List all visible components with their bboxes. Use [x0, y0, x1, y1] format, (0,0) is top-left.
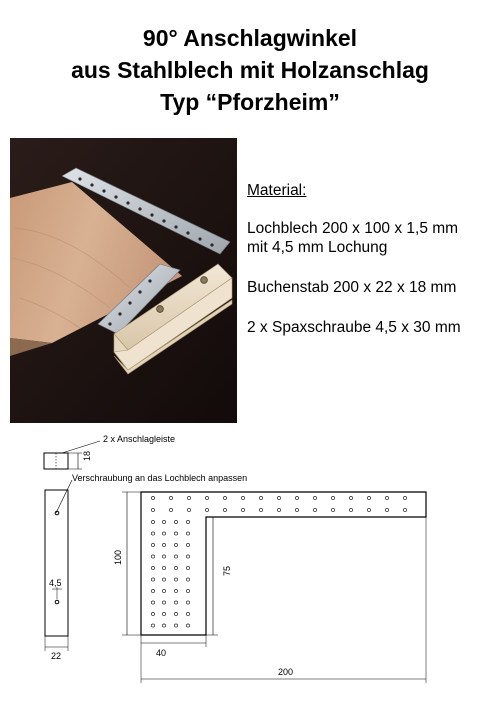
sheet-hole — [151, 532, 154, 535]
dim-4-5-label: 4,5 — [49, 578, 62, 588]
sheet-hole — [151, 543, 154, 546]
sheet-hole — [259, 508, 262, 511]
sheet-hole — [186, 555, 189, 558]
sheet-hole — [162, 601, 165, 604]
screw-2 — [201, 277, 208, 284]
sheet-hole — [162, 543, 165, 546]
sheet-hole — [295, 508, 298, 511]
sheet-hole — [205, 508, 208, 511]
dim-18-label: 18 — [82, 450, 92, 461]
screw-hole-2 — [55, 600, 59, 604]
sheet-hole — [241, 508, 244, 511]
note-screws: Verschraubung an das Lochblech anpassen — [72, 473, 248, 483]
sheet-hole — [162, 624, 165, 627]
sheet-hole — [186, 578, 189, 581]
title-line-3: Typ “Pforzheim” — [160, 89, 340, 115]
sheet-hole — [241, 496, 244, 499]
dim-22-label: 22 — [51, 651, 62, 661]
sheet-hole — [151, 520, 154, 523]
sheet-hole — [162, 578, 165, 581]
sheet-hole — [174, 520, 177, 523]
sheet-hole — [151, 578, 154, 581]
technical-drawing — [0, 425, 500, 707]
perforated-sheet-outline — [141, 492, 426, 635]
material-sheet: Lochblech 200 x 100 x 1,5 mm — [247, 220, 459, 237]
sheet-hole — [259, 496, 262, 499]
sheet-hole — [151, 566, 154, 569]
sheet-hole — [151, 555, 154, 558]
sheet-hole — [151, 589, 154, 592]
title-line-2: aus Stahlblech mit Holzanschlag — [71, 57, 429, 83]
leader-strips — [62, 441, 100, 453]
sheet-hole — [186, 589, 189, 592]
sheet-hole — [385, 508, 388, 511]
sheet-hole — [151, 612, 154, 615]
sheet-hole — [367, 496, 370, 499]
sheet-hole — [151, 624, 154, 627]
material-heading: Material: — [247, 182, 307, 199]
sheet-hole — [174, 532, 177, 535]
sheet-hole — [186, 601, 189, 604]
sheet-hole — [277, 496, 280, 499]
sheet-hole — [169, 508, 172, 511]
sheet-hole — [277, 508, 280, 511]
sheet-hole — [162, 566, 165, 569]
sheet-hole — [174, 589, 177, 592]
sheet-hole — [174, 578, 177, 581]
dim-200-label: 200 — [278, 667, 294, 677]
sheet-hole — [174, 543, 177, 546]
sheet-hole — [162, 555, 165, 558]
sheet-hole — [162, 520, 165, 523]
dim-75-label: 75 — [222, 565, 232, 576]
material-screws: 2 x Spaxschraube 4,5 x 30 mm — [247, 319, 461, 336]
sheet-hole — [331, 496, 334, 499]
title-line-1: 90° Anschlagwinkel — [142, 25, 358, 51]
sheet-hole — [174, 555, 177, 558]
sheet-hole — [349, 496, 352, 499]
note-strips: 2 x Anschlagleiste — [103, 434, 176, 444]
sheet-hole — [349, 508, 352, 511]
sheet-hole — [151, 496, 154, 499]
material-sheet-holes: mit 4,5 mm Lochung — [247, 239, 388, 256]
sheet-hole — [162, 589, 165, 592]
sheet-hole — [186, 532, 189, 535]
sheet-hole — [367, 508, 370, 511]
sheet-hole — [313, 496, 316, 499]
strip-cross-section — [44, 453, 68, 469]
sheet-hole — [169, 496, 172, 499]
sheet-hole — [385, 496, 388, 499]
screw-hole-1 — [55, 511, 59, 515]
sheet-hole — [162, 612, 165, 615]
sheet-hole — [174, 624, 177, 627]
sheet-hole — [151, 601, 154, 604]
product-photo — [10, 138, 237, 423]
sheet-hole — [313, 508, 316, 511]
sheet-hole — [331, 508, 334, 511]
sheet-hole — [186, 612, 189, 615]
sheet-hole — [187, 496, 190, 499]
dim-100-label: 100 — [113, 549, 123, 565]
sheet-hole — [187, 508, 190, 511]
sheet-hole — [174, 612, 177, 615]
sheet-hole — [186, 624, 189, 627]
screw-1 — [157, 306, 164, 313]
sheet-hole — [186, 543, 189, 546]
sheet-hole — [223, 508, 226, 511]
sheet-hole — [186, 566, 189, 569]
material-beech-rod: Buchenstab 200 x 22 x 18 mm — [247, 279, 457, 296]
dim-40-label: 40 — [156, 648, 167, 658]
sheet-hole — [295, 496, 298, 499]
sheet-hole — [186, 520, 189, 523]
leader-screws — [56, 480, 72, 513]
sheet-hole — [174, 601, 177, 604]
sheet-hole — [223, 496, 226, 499]
sheet-hole — [205, 496, 208, 499]
sheet-holes — [151, 496, 406, 627]
sheet-hole — [403, 496, 406, 499]
sheet-hole — [174, 566, 177, 569]
sheet-hole — [151, 508, 154, 511]
sheet-hole — [403, 508, 406, 511]
sheet-hole — [162, 532, 165, 535]
